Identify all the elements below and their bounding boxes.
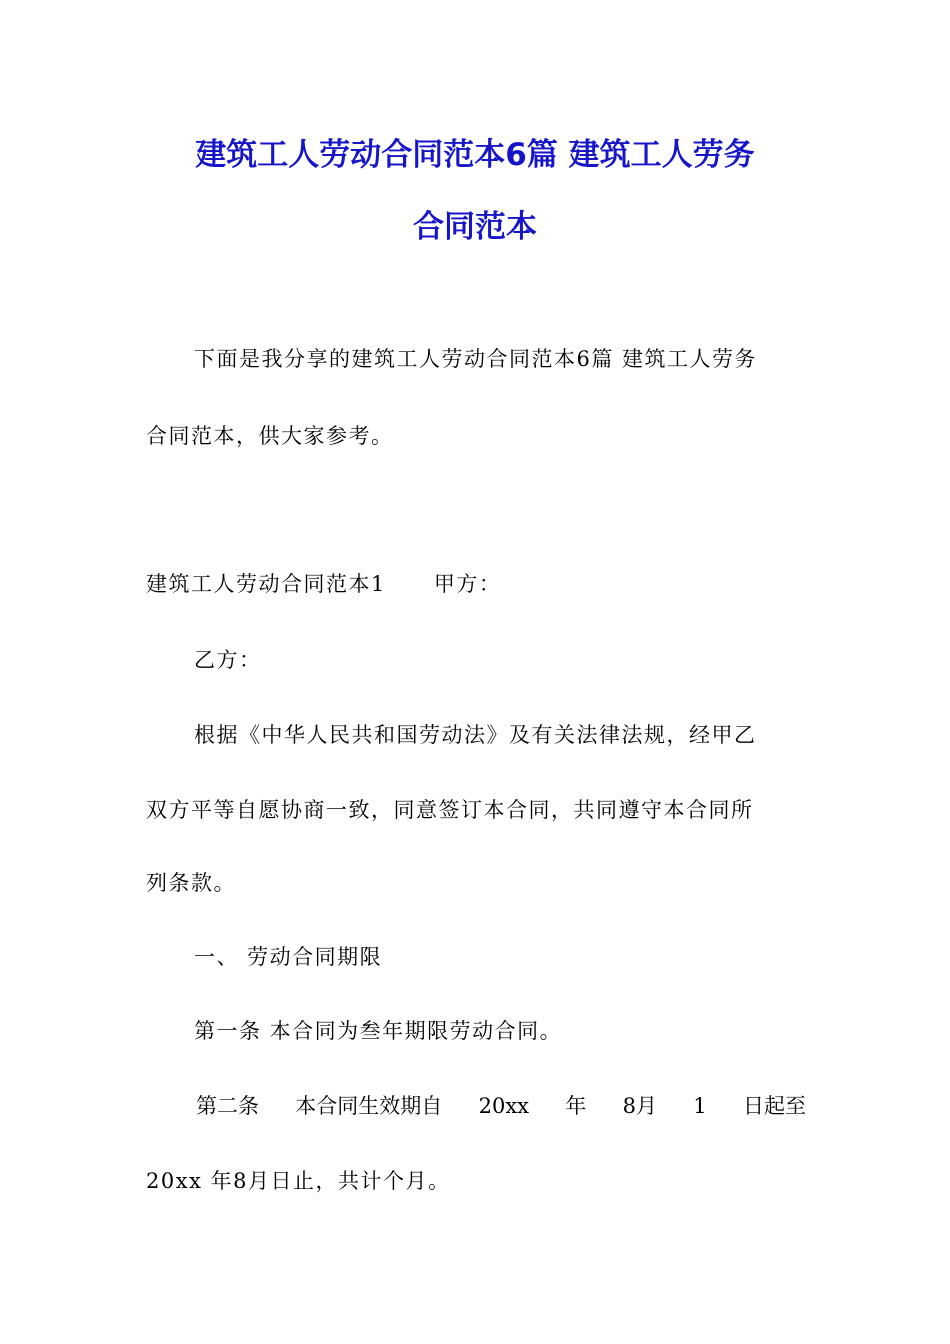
party-b-label: 乙方： [194, 648, 262, 672]
article-2-part: 本合同生效期自 [295, 1094, 443, 1118]
document-title-line-2: 合同范本 [413, 209, 537, 245]
article-2-part: 8月 [622, 1094, 657, 1118]
intro-line-2: 合同范本，供大家参考。 [146, 424, 394, 448]
intro-line-1: 下面是我分享的建筑工人劳动合同范本6篇 建筑工人劳务 [194, 347, 758, 371]
article-2-line-1 [196, 1091, 806, 1121]
paragraph-1-line-3: 列条款。 [146, 871, 236, 895]
article-2-line-2: 20xx 年8月日止，共计个月。 [146, 1169, 451, 1193]
document-title-line-1: 建筑工人劳动合同范本6篇 建筑工人劳务 [195, 137, 755, 173]
article-2-part: 20xx [478, 1094, 530, 1118]
chapter-1-heading: 一、 劳动合同期限 [194, 945, 383, 969]
article-2-part: 1 [693, 1094, 707, 1118]
article-2-part: 日起至 [742, 1094, 806, 1118]
party-a-label: 甲方： [433, 572, 502, 596]
article-2-part: 年 [565, 1094, 587, 1118]
paragraph-1-line-2: 双方平等自愿协商一致，同意签订本合同，共同遵守本合同所 [146, 798, 754, 822]
section-heading-row [146, 569, 501, 599]
article-2-part: 第二条 [196, 1094, 259, 1118]
paragraph-1-line-1: 根据《中华人民共和国劳动法》及有关法律法规，经甲乙 [194, 723, 757, 747]
article-1: 第一条 本合同为叁年期限劳动合同。 [194, 1019, 563, 1043]
section-heading: 建筑工人劳动合同范本1 [146, 572, 386, 596]
